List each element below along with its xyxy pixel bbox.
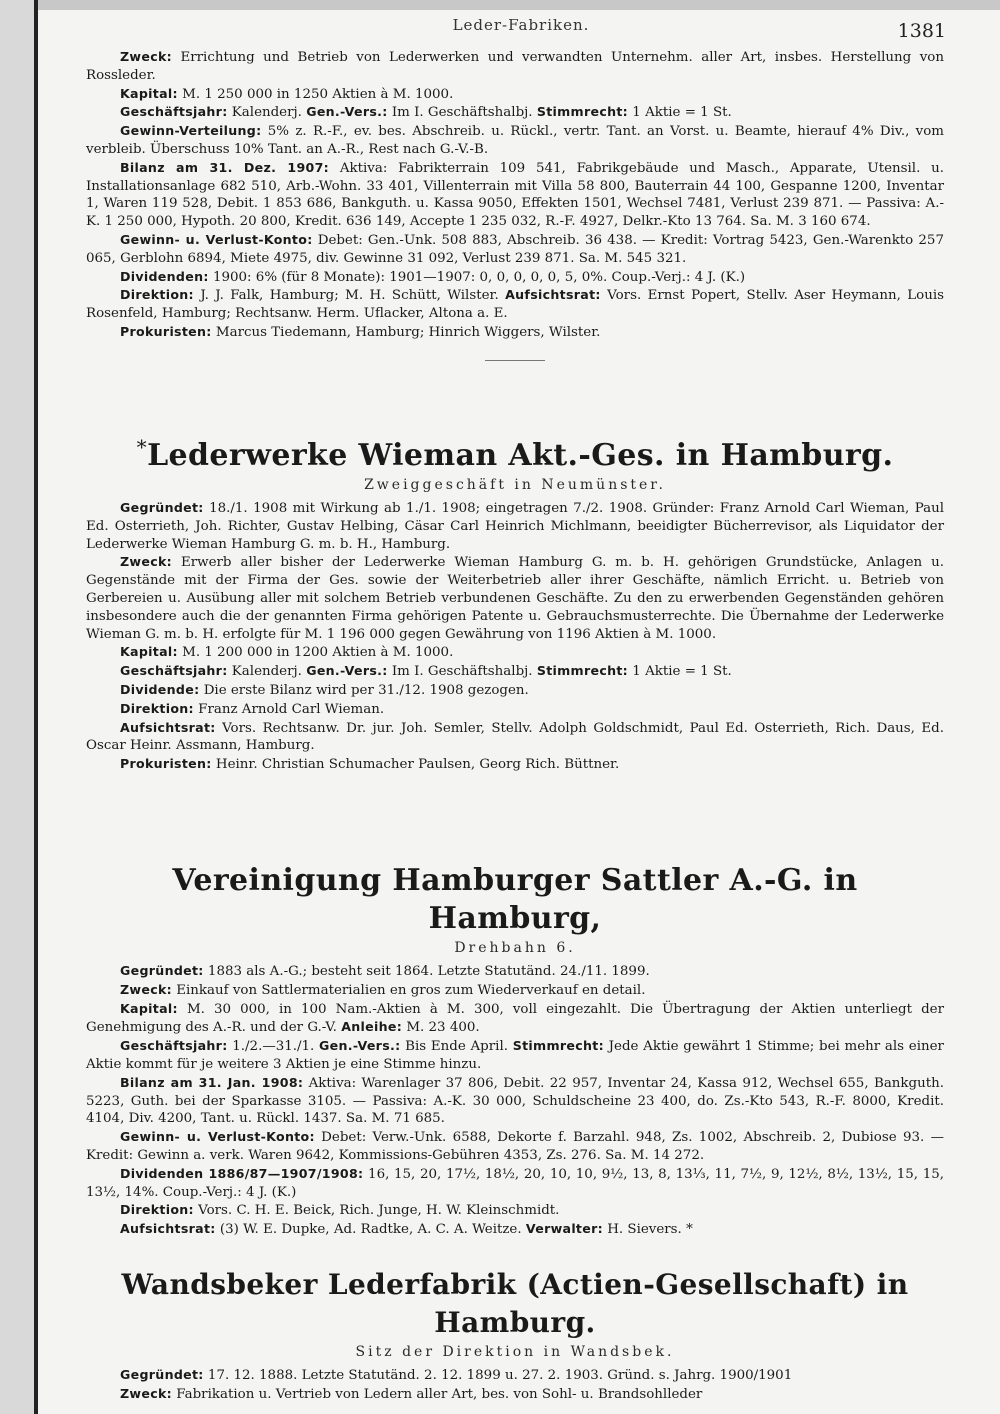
wieman-gegruendet: Gegründet: 18./1. 1908 mit Wirkung ab 1./1. 1908; eingetragen 7./2. 1908. Gründer: Franz Arnold Carl Wieman, Paul Ed. Osterrieth, Joh. Richter, Gustav Helbing, Cäsar Carl Heinrich Michlmann, beeidigter Bücherrevisor, als Liquidator der Lederwerke Wieman Hamburg G. m. b. H., Hamburg. bbox=[86, 500, 944, 552]
sattler-entry bbox=[86, 862, 944, 1239]
wandsbeker-entry bbox=[86, 1266, 944, 1404]
sattler-subtitle: Drehbahn 6. bbox=[454, 940, 576, 956]
wieman-direktion: Direktion: Franz Arnold Carl Wieman. bbox=[120, 700, 385, 717]
wieman-subtitle: Zweiggeschäft in Neumünster. bbox=[364, 477, 666, 493]
sattler-title: Vereinigung Hamburger Sattler A.-G. in Hamburg, bbox=[172, 863, 858, 936]
sattler-zweck: Zweck: Einkauf von Sattlermaterialien en gros zum Wiederverkauf en detail. bbox=[120, 981, 646, 998]
wandsbeker-gegruendet: Gegründet: 17. 12. 1888. Letzte Statutänd. 2. 12. 1899 u. 27. 2. 1903. Gründ. s. Jahrg. 1900/1901 bbox=[120, 1367, 793, 1383]
sattler-body bbox=[86, 962, 944, 1239]
prev-direktion: Direktion: J. J. Falk, Hamburg; M. H. Schütt, Wilster. Aufsichtsrat: Vors. Ernst Popert, Stellv. Aser Heymann, Louis Rosenfeld, Hamburg; Rechtsanw. Herm. Uflacker, Altona a. E. bbox=[86, 287, 945, 322]
page-header bbox=[38, 16, 1000, 46]
sattler-kapital: Kapital: M. 30 000, in 100 Nam.-Aktien à M. 300, voll eingezahlt. Die Übertragung der Aktien unterliegt der Genehmigung des A.-R. und der G.-V. Anleihe: M. 23 400. bbox=[86, 1000, 944, 1036]
sattler-aufsichtsrat: Aufsichtsrat: (3) W. E. Dupke, Ad. Radtke, A. C. A. Weitze. Verwalter: H. Sievers. * bbox=[120, 1221, 693, 1238]
prev-kapital: Kapital: M. 1 250 000 in 1250 Aktien à M. 1000. bbox=[120, 85, 454, 102]
document-page bbox=[34, 0, 1000, 1414]
prev-company-entry bbox=[86, 48, 944, 361]
sattler-direktion: Direktion: Vors. C. H. E. Beick, Rich. Junge, H. W. Kleinschmidt. bbox=[120, 1202, 560, 1219]
sattler-bilanz: Bilanz am 31. Jan. 1908: Aktiva: Warenlager 37 806, Debit. 22 957, Inventar 24, Kassa 912, Wechsel 655, Bankguth. 5223, Guth. bei der Sparkasse 3105. — Passiva: A.-K. 30 000, Schuldscheine 23 400, do. Zs.-Kto 543, R.-F. 8000, Kredit. 4104, Div. 4200, Tant. u. Rückl. 1437. Sa. M. 71 685. bbox=[86, 1074, 944, 1127]
wandsbeker-subtitle: Sitz der Direktion in Wandsbek. bbox=[355, 1344, 675, 1360]
sattler-guv: Gewinn- u. Verlust-Konto: Debet: Verw.-Unk. 6588, Dekorte f. Barzahl. 948, Zs. 1002, Abschreib. 2, Dubiose 93. — Kredit: Gewinn a. verk. Waren 9642, Kommissions-Gebühren 4353, Zs. 276. Sa. M. 14 272. bbox=[86, 1129, 944, 1163]
wieman-dividende: Dividende: Die erste Bilanz wird per 31./12. 1908 gezogen. bbox=[120, 681, 529, 698]
wieman-kapital: Kapital: M. 1 200 000 in 1200 Aktien à M. 1000. bbox=[120, 644, 454, 661]
prev-geschaeftsjahr: Geschäftsjahr: Kalenderj. Gen.-Vers.: Im I. Geschäftshalbj. Stimmrecht: 1 Aktie = 1 St. bbox=[120, 104, 732, 121]
wandsbeker-body bbox=[86, 1366, 944, 1404]
prev-zweck: Zweck: Errichtung und Betrieb von Lederwerken und verwandten Unternehm. aller Art, insbes. Herstellung von Rossleder. bbox=[86, 49, 944, 83]
wieman-title: *Lederwerke Wieman Akt.-Ges. in Hamburg. bbox=[136, 435, 894, 473]
wieman-prokuristen: Prokuristen: Heinr. Christian Schumacher Paulsen, Georg Rich. Büttner. bbox=[120, 756, 620, 773]
sattler-dividenden: Dividenden 1886/87—1907/1908: 16, 15, 20, 17½, 18½, 20, 10, 10, 9½, 13, 8, 13⅓, 11, 7½, 9, 12½, 8½, 13½, 15, 15, 13½, 14%. Coup.-Verj.: 4 J. (K.) bbox=[86, 1165, 944, 1200]
wieman-aufsichtsrat: Aufsichtsrat: Vors. Rechtsanw. Dr. jur. Joh. Semler, Stellv. Adolph Goldschmidt, Paul Ed. Osterrieth, Rich. Daus, Ed. Oscar Heinr. Assmann, Hamburg. bbox=[86, 719, 944, 754]
wieman-geschaeftsjahr: Geschäftsjahr: Kalenderj. Gen.-Vers.: Im I. Geschäftshalbj. Stimmrecht: 1 Aktie = 1 St. bbox=[120, 663, 732, 680]
page-number: 1381 bbox=[897, 20, 946, 42]
prev-prokuristen: Prokuristen: Marcus Tiedemann, Hamburg; Hinrich Wiggers, Wilster. bbox=[120, 323, 601, 340]
prev-dividenden: Dividenden: 1900: 6% (für 8 Monate): 1901—1907: 0, 0, 0, 0, 0, 5, 0%. Coup.-Verj.: 4 J. (K.) bbox=[120, 268, 746, 285]
sattler-geschaeftsjahr: Geschäftsjahr: 1./2.—31./1. Gen.-Vers.: Bis Ende April. Stimmrecht: Jede Aktie gewährt 1 Stimme; bei mehr als einer Aktie kommt für je weitere 3 Aktien je eine Stimme hinzu. bbox=[86, 1038, 944, 1072]
sattler-gegruendet: Gegründet: 1883 als A.-G.; besteht seit 1864. Letzte Statutänd. 24./11. 1899. bbox=[120, 963, 650, 979]
prev-bilanz: Bilanz am 31. Dez. 1907: Aktiva: Fabrikterrain 109 541, Fabrikgebäude und Masch., Apparate, Utensil. u. Installationsanlage 682 510, Arb.-Wohn. 33 401, Villenterrain mit Villa 58 800, Bauterrain 44 100, Gespanne 1200, Inventar 1, Waren 119 528, Debit. 1 853 686, Bankguth. u. Kassa 9050, Effekten 1501, Wechsel 7481, Verlust 239 871. — Passiva: A.-K. 1 250 000, Hypoth. 20 800, Kredit. 636 149, Accepte 1 235 032, R.-F. 4927, Delkr.-Kto 13 764. Sa. M. 3 160 674. bbox=[86, 159, 944, 230]
section-divider bbox=[485, 360, 545, 361]
page-top-edge bbox=[38, 0, 1000, 10]
running-title: Leder-Fabriken. bbox=[452, 16, 590, 34]
wieman-body bbox=[86, 499, 944, 774]
wandsbeker-title: Wandsbeker Lederfabrik (Actien-Gesellschaft) in Hamburg. bbox=[121, 1268, 909, 1339]
wieman-entry bbox=[86, 428, 944, 774]
wieman-zweck: Zweck: Erwerb aller bisher der Lederwerke Wieman Hamburg G. m. b. H. gehörigen Grundstücke, Anlagen u. Gegenstände mit der Firma der Ges. sowie der Weiterbetrieb aller ihrer Geschäfte, nämlich Erricht. u. Betrieb von Gerbereien u. Ausübung aller mit solchem Betrieb verbundenen Geschäfte. Zu den zu erwerbenden Gegenständen gehören insbesondere auch die der genannten Firma gehörigen Patente u. Gebrauchsmusterrechte. Die Übernahme der Lederwerke Wieman G. m. b. H. erfolgte für M. 1 196 000 gegen Gewährung von 1196 Aktien à M. 1000. bbox=[86, 554, 944, 642]
wandsbeker-zweck: Zweck: Fabrikation u. Vertrieb von Ledern aller Art, bes. von Sohl- u. Brandsohlleder bbox=[120, 1385, 703, 1402]
prev-gewinnverteilung: Gewinn-Verteilung: 5% z. R.-F., ev. bes. Abschreib. u. Rückl., vertr. Tant. an Vorst. u. Beamte, hierauf 4% Div., vom verbleib. Überschuss 10% Tant. an A.-R., Rest nach G.-V.-B. bbox=[86, 123, 944, 157]
prev-guv: Gewinn- u. Verlust-Konto: Debet: Gen.-Unk. 508 883, Abschreib. 36 438. — Kredit: Vortrag 5423, Gen.-Warenkto 257 065, Gerblohn 6894, Miete 4975, div. Gewinne 31 092, Verlust 239 871. Sa. M. 545 321. bbox=[86, 231, 944, 266]
